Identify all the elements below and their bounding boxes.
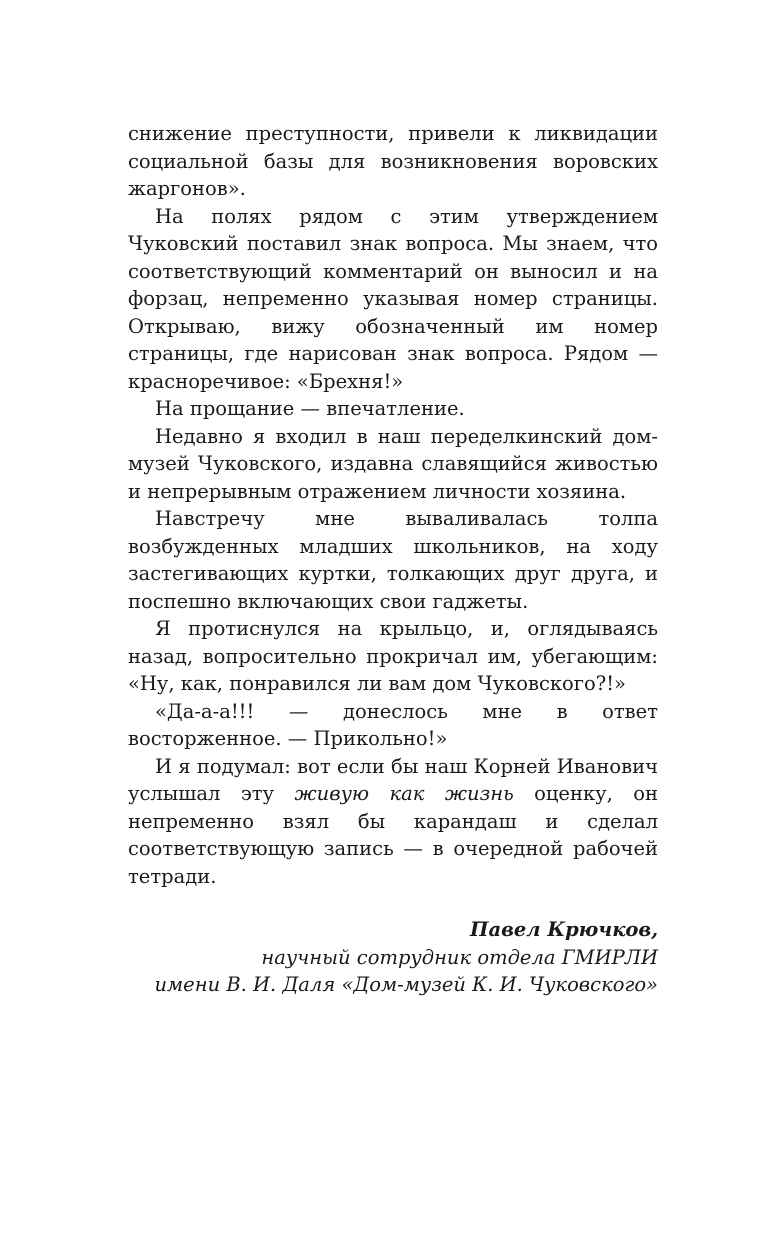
paragraph-7: «Да-а-а!!! — донеслось мне в ответ восторженное. — Прикольно!» xyxy=(128,699,658,750)
signature-block xyxy=(128,916,658,999)
paragraph-4: Недавно я входил в наш переделкинский дом-музей Чуковского, издавна славящийся живостью и непрерывным отражением личности хозяина. xyxy=(128,424,658,503)
paragraph-1: снижение преступности, привели к ликвидации социальной базы для возникновения воровских жаргонов». xyxy=(128,122,658,200)
paragraph-3: На прощание — впечатление. xyxy=(155,397,465,420)
paragraph-8 xyxy=(128,753,658,891)
author-institution: имени В. И. Даля «Дом-музей К. И. Чуковского» xyxy=(154,973,658,996)
author-position: научный сотрудник отдела ГМИРЛИ xyxy=(261,945,658,969)
paragraph-5: Навстречу мне вываливалась толпа возбужденных младших школьников, на ходу застегивающих куртки, толкающих друг друга, и поспешно включающих свои гаджеты. xyxy=(128,507,658,613)
paragraph-8-emphasis: живую как жизнь xyxy=(294,782,514,805)
paragraph-8-start: И я подумал: вот если бы наш Корней Иванович услышал эту xyxy=(128,754,658,805)
author-name: Павел Крючков, xyxy=(470,918,658,941)
paragraph-2: На полях рядом с этим утверждением Чуковский поставил знак вопроса. Мы знаем, что соответствующий комментарий он выносил и на форзац, непременно указывая номер страницы. Открываю, вижу обозначенный им номер страницы, где нарисован знак вопроса. Рядом — красноречивое: «Брехня!» xyxy=(128,204,658,393)
paragraph-6: Я протиснулся на крыльцо, и, оглядываясь назад, вопросительно прокричал им, убегающим: «Ну, как, понравился ли вам дом Чуковского?!» xyxy=(128,617,658,695)
page-text xyxy=(128,120,658,999)
paragraph-8-end: оценку, он непременно взял бы карандаш и сделал соответствующую запись — в очередной рабочей тетради. xyxy=(128,782,659,888)
